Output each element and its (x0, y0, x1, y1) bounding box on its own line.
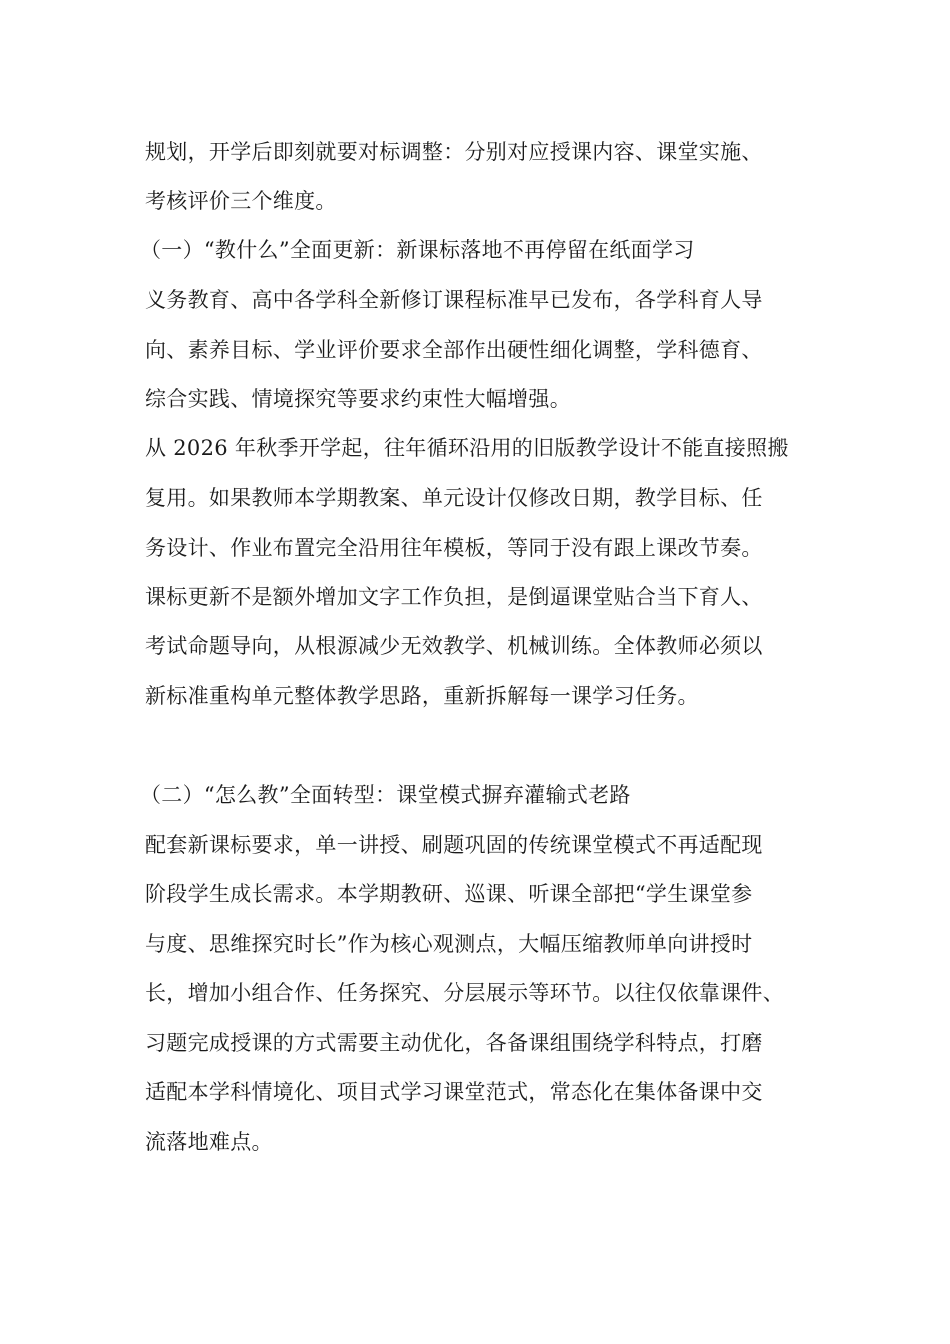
paragraph-line: 规划，开学后即刻就要对标调整：分别对应授课内容、课堂实施、 (145, 140, 763, 164)
paragraph-line: 习题完成授课的方式需要主动优化，各备课组围绕学科特点，打磨 (145, 1031, 763, 1055)
paragraph-line: 综合实践、情境探究等要求约束性大幅增强。 (145, 387, 571, 411)
paragraph-line: 务设计、作业布置完全沿用往年模板，等同于没有跟上课改节奏。 (145, 536, 763, 560)
paragraph-line: 义务教育、高中各学科全新修订课程标准早已发布，各学科育人导 (145, 288, 763, 312)
paragraph-line: 从 2026 年秋季开学起，往年循环沿用的旧版教学设计不能直接照搬 (145, 436, 789, 460)
paragraph-line: 向、素养目标、学业评价要求全部作出硬性细化调整，学科德育、 (145, 338, 763, 362)
paragraph-line: 阶段学生成长需求。本学期教研、巡课、听课全部把“学生课堂参 (145, 882, 753, 906)
paragraph-line: 新标准重构单元整体教学思路，重新拆解每一课学习任务。 (145, 684, 699, 708)
paragraph-line: 与度、思维探究时长”作为核心观测点，大幅压缩教师单向讲授时 (145, 932, 753, 956)
paragraph-line: 适配本学科情境化、项目式学习课堂范式，常态化在集体备课中交 (145, 1080, 763, 1104)
paragraph-line: 复用。如果教师本学期教案、单元设计仅修改日期，教学目标、任 (145, 486, 763, 510)
paragraph-line: 长，增加小组合作、任务探究、分层展示等环节。以往仅依靠课件、 (145, 981, 784, 1005)
paragraph-line: 课标更新不是额外增加文字工作负担，是倒逼课堂贴合当下育人、 (145, 585, 763, 609)
section-heading-1: （一）“教什么”全面更新：新课标落地不再停留在纸面学习 (140, 238, 695, 262)
section-heading-2: （二）“怎么教”全面转型：课堂模式摒弃灌输式老路 (140, 783, 631, 807)
paragraph-line: 流落地难点。 (145, 1130, 273, 1154)
paragraph-line: 考试命题导向，从根源减少无效教学、机械训练。全体教师必须以 (145, 634, 763, 658)
paragraph-line: 配套新课标要求，单一讲授、刷题巩固的传统课堂模式不再适配现 (145, 833, 763, 857)
paragraph-line: 考核评价三个维度。 (145, 189, 337, 213)
